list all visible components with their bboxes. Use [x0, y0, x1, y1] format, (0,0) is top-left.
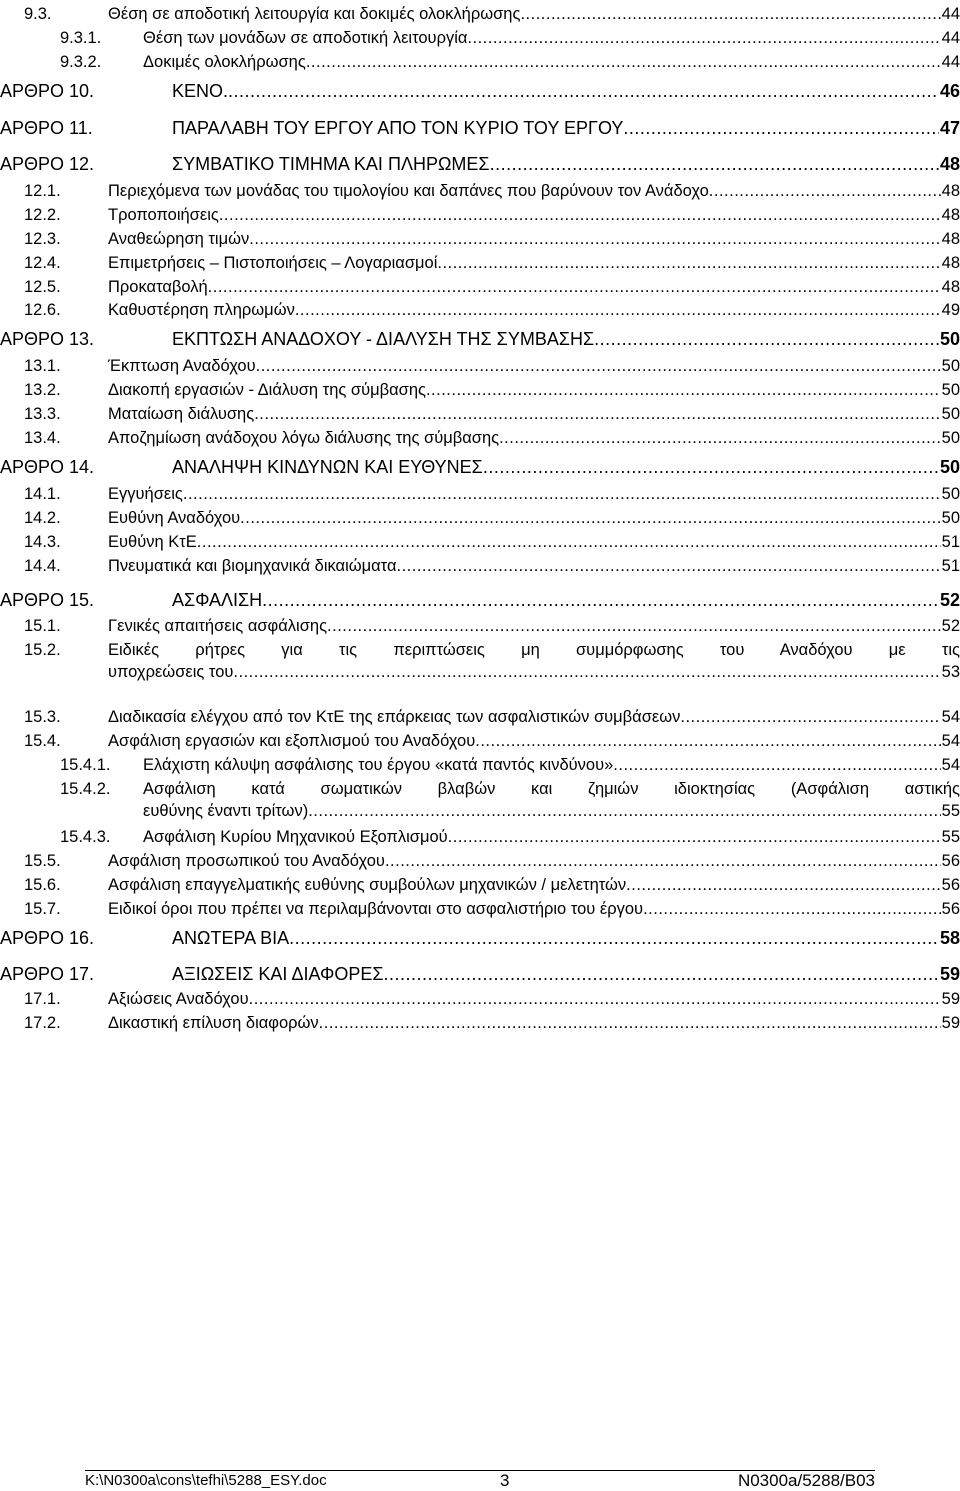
toc-entry-number: 14.4.: [24, 557, 61, 575]
toc-entry[interactable]: [0, 355, 960, 377]
toc-entry-page: 54: [941, 708, 960, 726]
toc-leader-dots: [613, 754, 940, 776]
footer-page-number: 3: [500, 1471, 510, 1490]
toc-entry-page: 48: [941, 182, 960, 200]
toc-entry-number: ΑΡΘΡΟ 11.: [0, 118, 93, 138]
toc-entry-page: 56: [941, 900, 960, 918]
toc-leader-dots: [228, 80, 939, 102]
toc-entry-page: 53: [941, 663, 960, 681]
toc-entry-page: 58: [939, 928, 960, 948]
toc-leader-dots: [467, 27, 940, 49]
toc-leader-dots: [306, 51, 941, 73]
toc-entry[interactable]: [0, 3, 960, 25]
toc-entry-number: ΑΡΘΡΟ 16.: [0, 928, 95, 948]
toc-leader-dots: [426, 379, 941, 401]
toc-entry[interactable]: [0, 228, 960, 250]
toc-entry-number: 15.4.: [24, 732, 61, 750]
toc-leader-dots: [490, 153, 939, 175]
toc-entry-title: ΣΥΜΒΑΤΙΚΟ ΤΙΜΗΜΑ ΚΑΙ ΠΛΗΡΩΜΕΣ: [172, 154, 490, 174]
toc-leader-dots: [448, 826, 941, 848]
toc-entry-number: 13.1.: [24, 357, 61, 375]
toc-entry-number: 13.2.: [24, 381, 61, 399]
toc-entry[interactable]: [0, 963, 960, 985]
toc-leader-dots: [262, 589, 939, 611]
toc-entry-title: Θέση σε αποδοτική λειτουργία και δοκιμές ολοκλήρωσης: [108, 5, 521, 23]
toc-entry[interactable]: [0, 80, 960, 102]
toc-entry-page: 47: [939, 118, 960, 138]
toc-entry-title: Καθυστέρηση πληρωμών: [108, 301, 295, 319]
toc-leader-dots: [183, 483, 941, 505]
toc-entry[interactable]: [0, 252, 960, 274]
toc-entry[interactable]: [0, 117, 960, 139]
toc-leader-dots: [709, 180, 941, 202]
toc-entry-title: Θέση των μονάδων σε αποδοτική λειτουργία: [143, 29, 468, 47]
toc-leader-dots: [233, 661, 940, 683]
toc-entry-page: 50: [941, 405, 960, 423]
toc-entry-title: Επιμετρήσεις – Πιστοποιήσεις – Λογαριασμοί: [108, 254, 438, 272]
toc-entry-page: 51: [941, 557, 960, 575]
toc-entry-title-continued: ευθύνης έναντι τρίτων): [143, 802, 309, 820]
toc-entry-number: 15.1.: [24, 617, 61, 635]
toc-leader-dots: [483, 456, 939, 478]
toc-entry[interactable]: [0, 850, 960, 872]
toc-entry-number: 15.3.: [24, 708, 61, 726]
toc-entry-number: 15.4.1.: [60, 756, 111, 774]
toc-entry-title: Ματαίωση διάλυσης: [108, 405, 255, 423]
toc-entry-number: 9.3.1.: [60, 29, 102, 47]
toc-entry-title: Ελάχιστη κάλυψη ασφάλισης του έργου «κατά παντός κινδύνου»: [143, 756, 614, 774]
toc-entry-page: 56: [941, 852, 960, 870]
toc-entry-page: 54: [941, 732, 960, 750]
toc-leader-dots: [383, 963, 939, 985]
toc-entry-title: ΚΕΝΟ.: [172, 81, 229, 101]
toc-entry-number: 15.4.2.: [60, 780, 111, 798]
toc-entry[interactable]: [0, 328, 960, 350]
toc-entry-number: ΑΡΘΡΟ 10.: [0, 81, 95, 101]
toc-entry[interactable]: [0, 507, 960, 529]
toc-entry[interactable]: [0, 615, 960, 637]
toc-entry-number: ΑΡΘΡΟ 17.: [0, 964, 95, 984]
toc-entry-title: Ευθύνη Αναδόχου: [108, 509, 241, 527]
toc-entry-number: 17.2.: [24, 1014, 61, 1032]
toc-entry-title: ΑΝΩΤΕΡΑ ΒΙΑ: [172, 928, 290, 948]
toc-leader-dots: [254, 403, 940, 425]
toc-entry-page: 48: [939, 154, 960, 174]
footer-document-code: N0300a/5288/B03: [737, 1471, 875, 1490]
toc-entry-title: Ασφάλιση Κυρίου Μηχανικού Εξοπλισμού: [143, 828, 448, 846]
toc-entry[interactable]: [0, 483, 960, 505]
toc-entry-page: 44: [941, 29, 960, 47]
toc-leader-dots: [680, 706, 940, 728]
toc-entry-page: 55: [941, 828, 960, 846]
toc-entry[interactable]: [0, 456, 960, 478]
toc-entry-title: ΑΣΦΑΛΙΣΗ: [172, 590, 263, 610]
toc-leader-dots: [249, 988, 941, 1010]
toc-entry[interactable]: [0, 427, 960, 449]
toc-entry-page: 50: [941, 485, 960, 503]
toc-leader-dots: [327, 615, 941, 637]
toc-entry-page: 48: [941, 206, 960, 224]
toc-entry-page: 50: [941, 509, 960, 527]
toc-leader-dots: [197, 531, 941, 553]
toc-entry-page: 50: [939, 457, 960, 477]
toc-leader-dots: [499, 427, 941, 449]
toc-leader-dots: [308, 800, 940, 822]
toc-entry-title: Γενικές απαιτήσεις ασφάλισης: [108, 617, 328, 635]
toc-entry-number: 14.1.: [24, 485, 61, 503]
toc-entry-page: 50: [941, 429, 960, 447]
toc-entry-number: 12.1.: [24, 182, 61, 200]
toc-entry-page: 46: [939, 81, 960, 101]
toc-entry-page: 50: [941, 381, 960, 399]
toc-leader-dots: [623, 117, 939, 139]
toc-entry[interactable]: [0, 778, 960, 822]
toc-entry-title: ΠΑΡΑΛΑΒΗ ΤΟΥ ΕΡΓΟΥ ΑΠΟ ΤΟΝ ΚΥΡΙΟ ΤΟΥ ΕΡΓΟΥ: [172, 118, 624, 138]
toc-leader-dots: [437, 252, 940, 274]
toc-entry-number: ΑΡΘΡΟ 13.: [0, 329, 95, 349]
toc-entry-title: Ασφάλιση προσωπικού του Αναδόχου: [108, 852, 385, 870]
toc-entry-number: 12.4.: [24, 254, 61, 272]
toc-entry-number: ΑΡΘΡΟ 15.: [0, 590, 95, 610]
toc-entry-title: ΑΝΑΛΗΨΗ ΚΙΝΔΥΝΩΝ ΚΑΙ ΕΥΘΥΝΕΣ: [172, 457, 483, 477]
toc-entry-title: Αναθεώρηση τιμών: [108, 230, 250, 248]
toc-entry-number: 13.4.: [24, 429, 61, 447]
toc-entry-page: 59: [941, 1014, 960, 1032]
toc-leader-dots: [520, 3, 940, 25]
toc-entry-page: 52: [941, 617, 960, 635]
toc-entry[interactable]: [0, 730, 960, 752]
toc-entry-title: Ειδικοί όροι που πρέπει να περιλαμβάνονται στο ασφαλιστήριο του έργου: [108, 900, 644, 918]
toc-entry-page: 48: [941, 278, 960, 296]
toc-entry-number: 9.3.: [24, 5, 52, 23]
toc-entry[interactable]: [0, 1012, 960, 1034]
page-footer: [85, 1470, 875, 1491]
toc-leader-dots: [594, 328, 939, 350]
toc-entry-title: Ευθύνη ΚτΕ: [108, 533, 197, 551]
toc-entry-number: 15.2.: [24, 641, 61, 659]
toc-entry-page: 48: [941, 230, 960, 248]
toc-entry[interactable]: [0, 555, 960, 577]
toc-entry-title-continued: υποχρεώσεις του: [108, 663, 234, 681]
toc-entry-number: 12.3.: [24, 230, 61, 248]
toc-leader-dots: [643, 898, 941, 920]
toc-entry-page: 48: [941, 254, 960, 272]
toc-entry[interactable]: [0, 153, 960, 175]
toc-entry[interactable]: [0, 379, 960, 401]
toc-entry-title: Αξιώσεις Αναδόχου: [108, 990, 249, 1008]
toc-entry-page: 59: [941, 990, 960, 1008]
toc-entry-number: 17.1.: [24, 990, 61, 1008]
toc-leader-dots: [295, 299, 941, 321]
toc-entry-title: Ασφάλιση εργασιών και εξοπλισμού του Αναδόχου: [108, 732, 476, 750]
toc-entry-title: Ειδικές ρήτρες για τις περιπτώσεις μη συμμόρφωσης του Αναδόχου με τις: [108, 641, 960, 659]
toc-entry[interactable]: [0, 531, 960, 553]
toc-entry-number: 12.2.: [24, 206, 61, 224]
footer-file-path: K:\N0300a\cons\tefhi\5288_ESY.doc: [85, 1472, 327, 1489]
toc-entry-title: Αποζημίωση ανάδοχου λόγω διάλυσης της σύμβασης: [108, 429, 500, 447]
toc-entry-number: ΑΡΘΡΟ 14.: [0, 457, 95, 477]
toc-entry[interactable]: [0, 180, 960, 202]
toc-entry[interactable]: [0, 27, 960, 49]
toc-entry-title: ΕΚΠΤΩΣΗ ΑΝΑΔΟΧΟΥ - ΔΙΑΛΥΣΗ ΤΗΣ ΣΥΜΒΑΣΗΣ: [172, 329, 595, 349]
toc-entry-title: Εγγυήσεις: [108, 485, 183, 503]
toc-entry[interactable]: [0, 988, 960, 1010]
toc-entry[interactable]: [0, 826, 960, 848]
toc-entry[interactable]: [0, 299, 960, 321]
toc-leader-dots: [219, 204, 941, 226]
toc-leader-dots: [626, 874, 940, 896]
toc-leader-dots: [385, 850, 941, 872]
toc-entry-page: 55: [941, 802, 960, 820]
toc-entry-number: 15.5.: [24, 852, 61, 870]
toc-entry-title: Περιεχόμενα των μονάδας του τιμολογίου και δαπάνες που βαρύνουν τον Ανάδοχο: [108, 182, 709, 200]
toc-entry[interactable]: [0, 898, 960, 920]
toc-entry[interactable]: [0, 927, 960, 949]
toc-entry-title: Ασφάλιση κατά σωματικών βλαβών και ζημιών ιδιοκτησίας (Ασφάλιση αστικής: [143, 780, 960, 798]
toc-entry-number: 12.6.: [24, 301, 61, 319]
toc-entry-title: Ασφάλιση επαγγελματικής ευθύνης συμβούλων μηχανικών / μελετητών: [108, 876, 627, 894]
toc-entry-number: 15.6.: [24, 876, 61, 894]
toc-entry-page: 44: [941, 5, 960, 23]
toc-entry-page: 59: [939, 964, 960, 984]
toc-entry-page: 50: [941, 357, 960, 375]
toc-leader-dots: [319, 1012, 941, 1034]
toc-entry-title: Πνευματικά και βιομηχανικά δικαιώματα: [108, 557, 397, 575]
toc-entry-number: 15.4.3.: [60, 828, 111, 846]
toc-entry-page: 52: [939, 590, 960, 610]
toc-leader-dots: [475, 730, 940, 752]
toc-entry-number: 14.2.: [24, 509, 61, 527]
toc-leader-dots: [249, 228, 940, 250]
toc-entry[interactable]: [0, 874, 960, 896]
toc-leader-dots: [208, 276, 941, 298]
toc-entry-title: ΑΞΙΩΣΕΙΣ ΚΑΙ ΔΙΑΦΟΡΕΣ: [172, 964, 384, 984]
toc-entry-title: Έκπτωση Αναδόχου: [108, 357, 256, 375]
toc-entry-number: ΑΡΘΡΟ 12.: [0, 154, 95, 174]
toc-entry[interactable]: [0, 276, 960, 298]
toc-entry[interactable]: [0, 589, 960, 611]
toc-entry[interactable]: [0, 639, 960, 683]
toc-entry-title: Προκαταβολή: [108, 278, 208, 296]
toc-entry-number: 15.7.: [24, 900, 61, 918]
toc-entry[interactable]: [0, 51, 960, 73]
toc-entry-page: 51: [941, 533, 960, 551]
toc-entry-page: 49: [941, 301, 960, 319]
toc-entry-number: 14.3.: [24, 533, 61, 551]
toc-leader-dots: [289, 927, 939, 949]
toc-entry-page: 50: [939, 329, 960, 349]
toc-entry-page: 56: [941, 876, 960, 894]
toc-entry-page: 44: [941, 53, 960, 71]
toc-entry-title: Δοκιμές ολοκλήρωσης: [143, 53, 306, 71]
toc-entry-number: 12.5.: [24, 278, 61, 296]
toc-entry[interactable]: [0, 706, 960, 728]
toc-leader-dots: [397, 555, 941, 577]
toc-entry[interactable]: [0, 204, 960, 226]
toc-entry-page: 54: [941, 756, 960, 774]
toc-entry-number: 13.3.: [24, 405, 61, 423]
toc-leader-dots: [240, 507, 940, 529]
toc-entry[interactable]: [0, 754, 960, 776]
toc-entry[interactable]: [0, 403, 960, 425]
toc-leader-dots: [256, 355, 941, 377]
toc-entry-title: Διαδικασία ελέγχου από τον ΚτΕ της επάρκειας των ασφαλιστικών συμβάσεων: [108, 708, 681, 726]
toc-entry-title: Τροποποιήσεις: [108, 206, 219, 224]
toc-entry-number: 9.3.2.: [60, 53, 102, 71]
toc-entry-title: Δικαστική επίλυση διαφορών: [108, 1014, 319, 1032]
toc-entry-title: Διακοπή εργασιών - Διάλυση της σύμβασης: [108, 381, 426, 399]
